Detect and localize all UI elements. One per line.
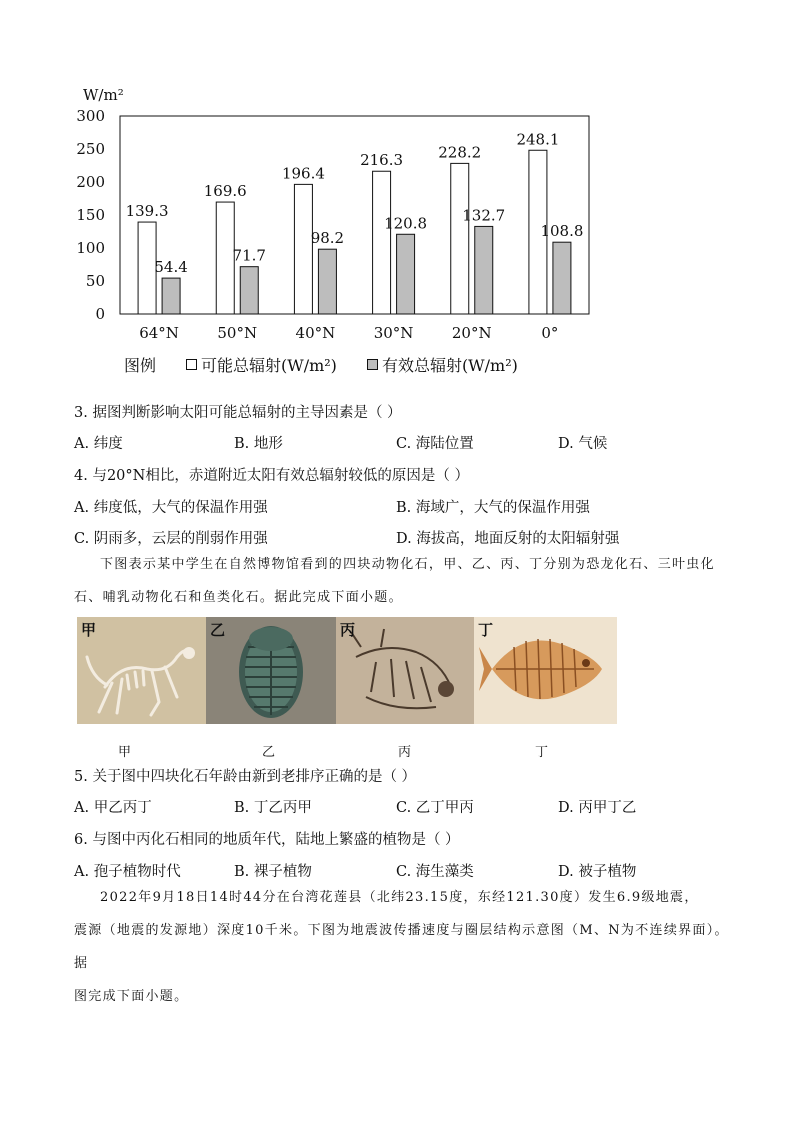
bar-effective-3 bbox=[397, 234, 415, 314]
q3-option-a[interactable]: A. 纬度 bbox=[74, 436, 123, 452]
fossil-image-jia bbox=[77, 617, 206, 724]
label-effective-4: 132.7 bbox=[462, 206, 506, 225]
bar-possible-2 bbox=[294, 184, 312, 314]
x-tick-label-1: 50°N bbox=[217, 324, 258, 342]
label-effective-5: 108.8 bbox=[540, 222, 584, 241]
q3-option-b[interactable]: B. 地形 bbox=[234, 436, 283, 452]
x-tick-label-0: 64°N bbox=[139, 324, 179, 342]
legend-title: 图例 bbox=[124, 356, 157, 375]
bar-possible-4 bbox=[451, 163, 469, 314]
bar-effective-4 bbox=[475, 226, 493, 314]
fossil-label-yi: 乙 bbox=[210, 621, 226, 639]
bar-effective-5 bbox=[553, 242, 571, 314]
q4-option-c[interactable]: C. 阴雨多，云层的削弱作用强 bbox=[74, 531, 268, 547]
x-tick-label-2: 40°N bbox=[295, 324, 336, 342]
earthquake-intro-paragraph bbox=[74, 881, 734, 1013]
legend-swatch-possible bbox=[186, 359, 197, 370]
y-axis-unit: W/m² bbox=[83, 86, 124, 104]
x-tick-label-4: 20°N bbox=[451, 324, 492, 342]
label-effective-3: 120.8 bbox=[384, 214, 428, 233]
question-6: 6. 与图中丙化石相同的地质年代，陆地上繁盛的植物是（ ） bbox=[74, 832, 460, 848]
q3-option-c[interactable]: C. 海陆位置 bbox=[396, 436, 474, 452]
radiation-bar-chart bbox=[0, 0, 794, 350]
fossil-image-strip bbox=[77, 617, 617, 724]
q5-option-b[interactable]: B. 丁乙丙甲 bbox=[234, 800, 312, 816]
q6-option-c[interactable]: C. 海生藻类 bbox=[396, 864, 474, 880]
q5-option-c[interactable]: C. 乙丁甲丙 bbox=[396, 800, 474, 816]
x-tick-label-3: 30°N bbox=[373, 324, 414, 342]
fossil-label-ding: 丁 bbox=[478, 621, 494, 639]
y-tick-label-50: 50 bbox=[85, 272, 105, 290]
question-3: 3. 据图判断影响太阳可能总辐射的主导因素是（ ） bbox=[74, 405, 402, 421]
y-tick-label-200: 200 bbox=[76, 173, 105, 191]
fossil-caption-yi: 乙 bbox=[262, 745, 276, 760]
y-tick-label-300: 300 bbox=[76, 107, 105, 125]
label-possible-3: 216.3 bbox=[360, 151, 404, 170]
fossil-caption-jia: 甲 bbox=[118, 745, 132, 760]
label-effective-0: 54.4 bbox=[154, 258, 188, 277]
bar-possible-3 bbox=[373, 171, 391, 314]
fossil-intro-paragraph bbox=[74, 548, 724, 614]
q3-option-d[interactable]: D. 气候 bbox=[558, 436, 608, 452]
question-5: 5. 关于图中四块化石年龄由新到老排序正确的是（ ） bbox=[74, 769, 417, 785]
q4-option-d[interactable]: D. 海拔高，地面反射的太阳辐射强 bbox=[396, 531, 620, 547]
fossil-image-yi bbox=[206, 617, 336, 724]
q6-option-d[interactable]: D. 被子植物 bbox=[558, 864, 637, 880]
q4-option-b[interactable]: B. 海域广，大气的保温作用强 bbox=[396, 500, 590, 516]
y-tick-label-250: 250 bbox=[76, 140, 105, 158]
label-possible-5: 248.1 bbox=[516, 130, 560, 149]
earthquake-intro-line-3: 图完成下面小题。 bbox=[74, 989, 189, 1004]
x-tick-label-5: 0° bbox=[541, 324, 559, 342]
bar-effective-1 bbox=[240, 267, 258, 314]
y-tick-label-100: 100 bbox=[76, 239, 105, 257]
q4-option-a[interactable]: A. 纬度低，大气的保温作用强 bbox=[74, 500, 268, 516]
fossil-intro-line-1: 下图表示某中学生在自然博物馆看到的四块动物化石，甲、乙、丙、丁分别为恐龙化石、三叶虫化 bbox=[100, 557, 715, 572]
fossil-label-jia: 甲 bbox=[81, 621, 97, 639]
fossil-image-ding bbox=[474, 617, 617, 724]
earthquake-intro-line-1: 2022年9月18日14时44分在台湾花莲县（北纬23.15度，东经121.30度）发生6.9级地震， bbox=[100, 890, 699, 905]
bar-effective-0 bbox=[162, 278, 180, 314]
chart-legend bbox=[124, 353, 518, 376]
legend-swatch-effective bbox=[367, 359, 378, 370]
q6-option-b[interactable]: B. 裸子植物 bbox=[234, 864, 312, 880]
fossil-intro-line-2: 石、哺乳动物化石和鱼类化石。据此完成下面小题。 bbox=[74, 590, 403, 605]
q5-option-a[interactable]: A. 甲乙丙丁 bbox=[74, 800, 152, 816]
y-tick-label-150: 150 bbox=[76, 206, 105, 224]
label-possible-4: 228.2 bbox=[438, 143, 482, 162]
label-effective-1: 71.7 bbox=[232, 246, 266, 265]
label-possible-1: 169.6 bbox=[203, 182, 247, 201]
question-4: 4. 与20°N相比，赤道附近太阳有效总辐射较低的原因是（ ） bbox=[74, 468, 469, 484]
bar-possible-1 bbox=[216, 202, 234, 314]
bar-effective-2 bbox=[318, 249, 336, 314]
q5-option-d[interactable]: D. 丙甲丁乙 bbox=[558, 800, 637, 816]
bar-possible-0 bbox=[138, 222, 156, 314]
fossil-caption-ding: 丁 bbox=[535, 745, 549, 760]
q6-option-a[interactable]: A. 孢子植物时代 bbox=[74, 864, 181, 880]
label-effective-2: 98.2 bbox=[310, 229, 345, 248]
earthquake-intro-line-2: 震源（地震的发源地）深度10千米。下图为地震波传播速度与圈层结构示意图（M、N为不连续界面）。据 bbox=[74, 923, 729, 971]
fossil-caption-bing: 丙 bbox=[398, 745, 412, 760]
label-possible-2: 196.4 bbox=[281, 164, 325, 183]
fossil-label-bing: 丙 bbox=[340, 621, 356, 639]
legend-label-effective: 有效总辐射(W/m²) bbox=[381, 356, 518, 375]
fossil-image-bing bbox=[336, 617, 474, 724]
label-possible-0: 139.3 bbox=[125, 202, 169, 221]
legend-label-possible: 可能总辐射(W/m²) bbox=[201, 356, 337, 375]
y-tick-label-0: 0 bbox=[95, 305, 105, 323]
